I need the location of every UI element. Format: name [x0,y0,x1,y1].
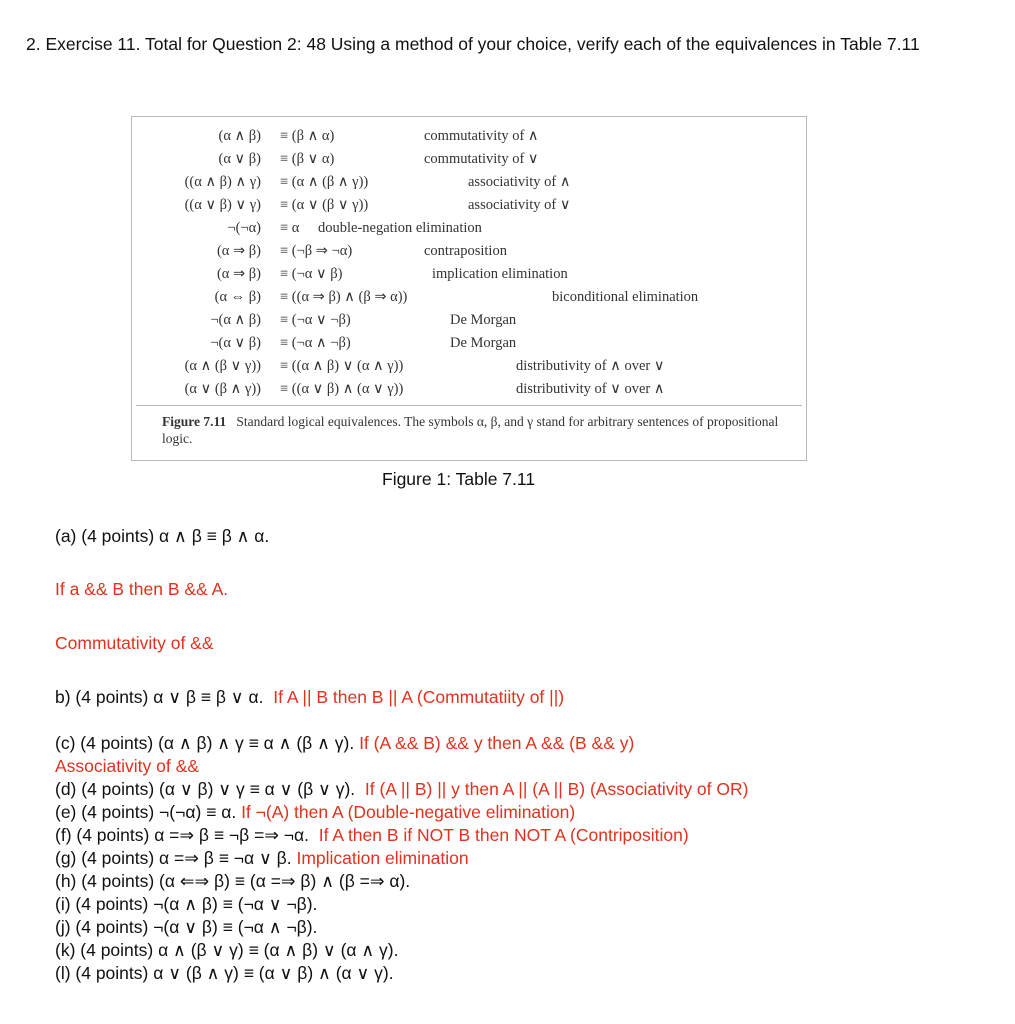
figure-caption-title: Figure 7.11 [162,414,227,429]
equivalence-row [136,311,802,329]
item-l-question: (l) (4 points) α ∨ (β ∧ γ) ≡ (α ∨ β) ∧ (α ∨ γ). [55,963,394,983]
item-c [55,732,634,754]
eq-rule: double-negation elimination [318,220,482,236]
item-g-answer: Implication elimination [296,848,469,868]
eq-rhs: ≡ (¬β ⇒ ¬α) [280,243,353,259]
item-f [55,824,689,846]
eq-rhs: ≡ (¬α ∨ β) [280,266,343,282]
eq-rhs: ≡ (β ∨ α) [280,151,335,167]
item-g [55,847,469,869]
item-i-question: (i) (4 points) ¬(α ∧ β) ≡ (¬α ∨ ¬β). [55,894,318,914]
eq-lhs: (α ⇔ β) [214,289,261,305]
item-d [55,778,748,800]
item-f-question: (f) (4 points) α =⇒ β ≡ ¬β =⇒ ¬α. [55,825,310,845]
eq-lhs: ¬(¬α) [227,220,261,236]
equivalence-row [136,219,802,237]
eq-rhs: ≡ (α ∧ (β ∧ γ)) [280,174,369,190]
eq-lhs: (α ⇒ β) [216,243,261,259]
equivalence-row [136,380,802,398]
eq-rhs: ≡ (α ∨ (β ∨ γ)) [280,197,369,213]
eq-rule: distributivity of ∨ over ∧ [516,381,665,397]
item-d-answer: If (A || B) || y then A || (A || B) (Associativity of OR) [364,779,749,799]
item-h-question: (h) (4 points) (α ⇐⇒ β) ≡ (α =⇒ β) ∧ (β =⇒ α). [55,871,411,891]
eq-rule: associativity of ∨ [468,197,571,213]
eq-lhs: ¬(α ∧ β) [210,312,261,328]
eq-lhs: ¬(α ∨ β) [210,335,261,351]
item-e [55,801,575,823]
equivalence-row [136,265,802,283]
eq-rhs: ≡ ((α ∨ β) ∧ (α ∨ γ)) [280,381,404,397]
equivalence-row [136,150,802,168]
eq-rhs: ≡ α [280,220,300,236]
eq-rule: associativity of ∧ [468,174,571,190]
eq-rule: commutativity of ∧ [424,128,539,144]
eq-rule: biconditional elimination [552,289,699,305]
equivalence-row [136,173,802,191]
item-c-answer-rule: Associativity of && [55,756,199,776]
eq-lhs: ((α ∧ β) ∧ γ) [184,174,261,190]
equivalence-list [136,121,802,406]
figure-table [131,116,807,461]
eq-lhs: (α ⇒ β) [216,266,261,282]
question-header: 2. Exercise 11. Total for Question 2: 48 Using a method of your choice, verify each of the equivalences in Table 7.11 [26,34,920,54]
equivalence-row [136,196,802,214]
eq-rhs: ≡ ((α ⇒ β) ∧ (β ⇒ α)) [280,289,408,305]
item-e-question: (e) (4 points) ¬(¬α) ≡ α. [55,802,237,822]
item-a-answer-rule: Commutativity of && [55,633,214,653]
eq-rule: contraposition [424,243,507,259]
eq-rule: De Morgan [450,335,517,351]
item-g-question: (g) (4 points) α =⇒ β ≡ ¬α ∨ β. [55,848,292,868]
eq-lhs: (α ∧ (β ∨ γ)) [184,358,261,374]
eq-lhs: (α ∨ β) [218,151,261,167]
item-d-question: (d) (4 points) (α ∨ β) ∨ γ ≡ α ∨ (β ∨ γ). [55,779,356,799]
eq-rhs: ≡ (¬α ∧ ¬β) [280,335,351,351]
item-f-answer: If A then B if NOT B then NOT A (Contriposition) [318,825,689,845]
equivalence-row [136,242,802,260]
item-a-question: (a) (4 points) α ∧ β ≡ β ∧ α. [55,526,270,546]
item-b-question: b) (4 points) α ∨ β ≡ β ∨ α. [55,687,264,707]
eq-rule: De Morgan [450,312,517,328]
item-k-question: (k) (4 points) α ∧ (β ∨ γ) ≡ (α ∧ β) ∨ (α ∧ γ). [55,940,399,960]
eq-lhs: (α ∧ β) [218,128,261,144]
item-c-answer: If (A && B) && y then A && (B && y) [359,733,635,753]
eq-lhs: ((α ∨ β) ∨ γ) [184,197,261,213]
equivalence-row [136,127,802,145]
item-a-answer: If a && B then B && A. [55,579,229,599]
item-c-question: (c) (4 points) (α ∧ β) ∧ γ ≡ α ∧ (β ∧ γ). [55,733,355,753]
item-j-question: (j) (4 points) ¬(α ∨ β) ≡ (¬α ∧ ¬β). [55,917,318,937]
figure-label: Figure 1: Table 7.11 [382,469,536,489]
eq-rhs: ≡ (¬α ∨ ¬β) [280,312,351,328]
eq-rhs: ≡ (β ∧ α) [280,128,335,144]
eq-rhs: ≡ ((α ∧ β) ∨ (α ∧ γ)) [280,358,404,374]
equivalence-row [136,334,802,352]
eq-rule: commutativity of ∨ [424,151,539,167]
eq-rule: distributivity of ∧ over ∨ [516,358,665,374]
eq-lhs: (α ∨ (β ∧ γ)) [184,381,261,397]
figure-caption [162,413,782,447]
eq-rule: implication elimination [432,266,568,282]
equivalence-row [136,288,802,306]
item-e-answer: If ¬(A) then A (Double-negative elimination) [241,802,576,822]
item-b-answer: If A || B then B || A (Commutatiity of ||) [273,687,565,707]
equivalence-row [136,357,802,375]
item-b [55,686,564,708]
figure-caption-text: Standard logical equivalences. The symbols α, β, and γ stand for arbitrary sentences of propositional logic. [162,414,779,446]
